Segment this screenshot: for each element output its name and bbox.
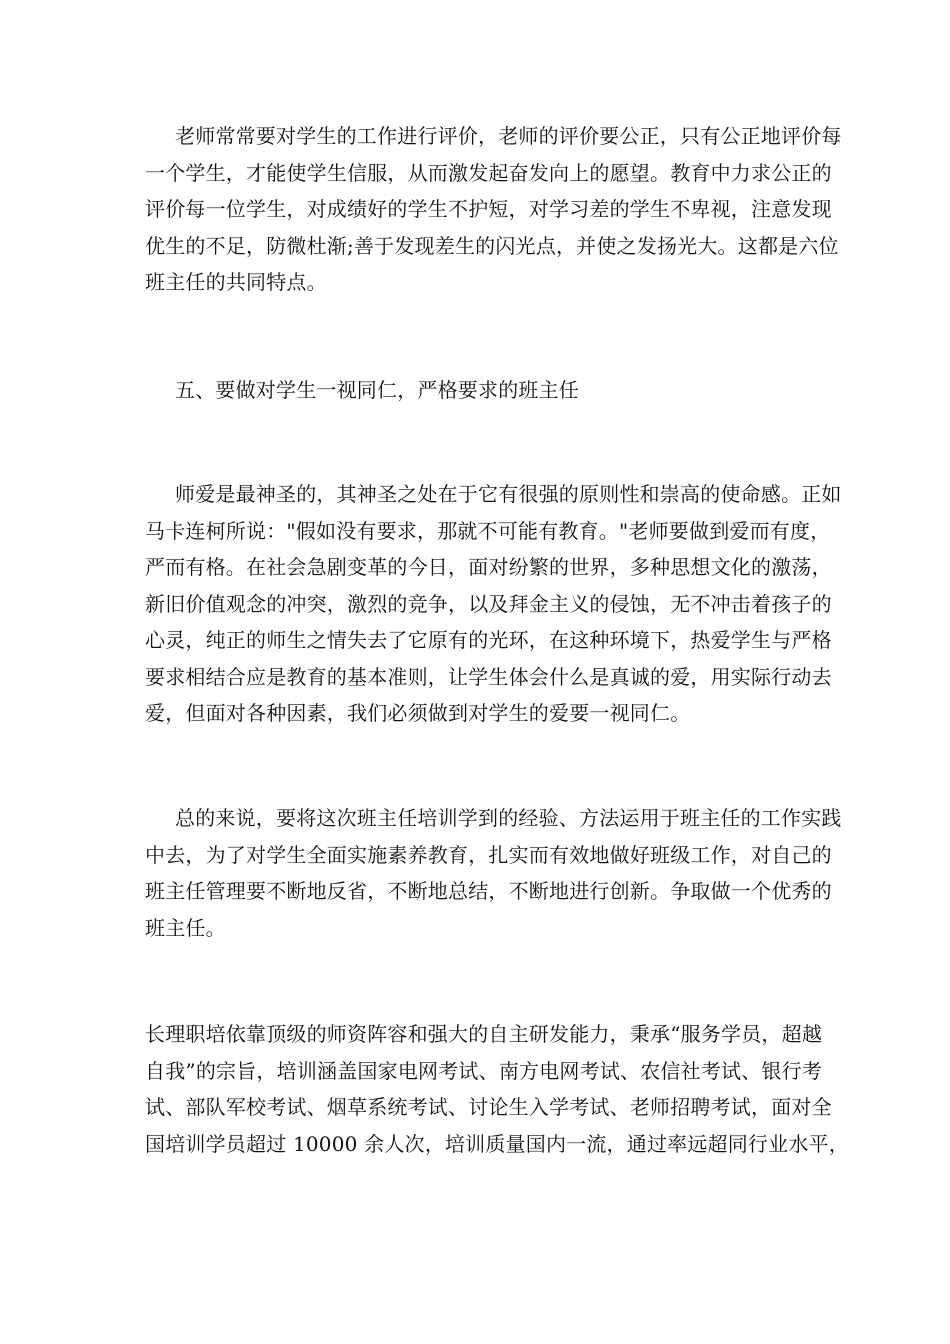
text-line: 老师常常要对学生的工作进行评价，老师的评价要公正，只有公正地评价每 xyxy=(175,124,842,148)
text-line: 试、部队军校考试、烟草系统考试、讨论生入学考试、老师招聘考试，面对全 xyxy=(145,1095,832,1119)
text-line: 总的来说，要将这次班主任培训学到的经验、方法运用于班主任的工作实践 xyxy=(175,806,842,830)
text-line: 要求相结合应是教育的基本准则，让学生体会什么是真诚的爱，用实际行动去 xyxy=(145,664,832,689)
text-line: 班主任管理要不断地反省，不断地总结，不断地进行创新。争取做一个优秀的 xyxy=(145,879,832,903)
paragraph-promotion xyxy=(145,1016,849,1162)
text-line: 优生的不足，防微杜渐;善于发现差生的闪光点，并使之发扬光大。这都是六位 xyxy=(145,233,839,258)
text-line: 自我”的宗旨，培训涵盖国家电网考试、南方电网考试、农信社考试、银行考 xyxy=(145,1058,823,1083)
text-line: 严而有格。在社会急剧变革的今日，面对纷繁的世界，多种思想文化的激荡， xyxy=(145,555,832,579)
text-line: 评价每一位学生，对成绩好的学生不护短，对学习差的学生不卑视，注意发现 xyxy=(145,197,832,221)
text-line: 心灵，纯正的师生之情失去了它原有的光环，在这种环境下，热爱学生与严格 xyxy=(145,628,832,652)
text-line: 马卡连柯所说："假如没有要求，那就不可能有教育。"老师要做到爱而有度， xyxy=(145,518,831,543)
section-heading-text: 五、要做对学生一视同仁，严格要求的班主任 xyxy=(175,378,579,402)
paragraph-teacher-love xyxy=(145,476,842,732)
section-heading xyxy=(175,372,845,409)
text-line: 师爱是最神圣的，其神圣之处在于它有很强的原则性和崇高的使命感。正如 xyxy=(175,482,842,506)
text-line: 中去，为了对学生全面实施素养教育，扎实而有效地做好班级工作，对自己的 xyxy=(145,842,832,867)
text-line: 国培训学员超过 10000 余人次，培训质量国内一流，通过率远超同行业水平， xyxy=(145,1131,849,1156)
text-line: 一个学生，才能使学生信服，从而激发起奋发向上的愿望。教育中力求公正的 xyxy=(145,160,832,185)
text-line: 班主任。 xyxy=(145,915,226,940)
paragraph-evaluation xyxy=(145,118,842,301)
text-line: 长理职培依靠顶级的师资阵容和强大的自主研发能力，秉承“服务学员，超越 xyxy=(145,1022,823,1046)
text-line: 新旧价值观念的冲突，激烈的竞争，以及拜金主义的侵蚀，无不冲击着孩子的 xyxy=(145,591,832,616)
text-line: 爱，但面对各种因素，我们必须做到对学生的爱要一视同仁。 xyxy=(145,701,691,725)
paragraph-summary xyxy=(145,800,842,946)
text-line: 班主任的共同特点。 xyxy=(145,270,327,294)
